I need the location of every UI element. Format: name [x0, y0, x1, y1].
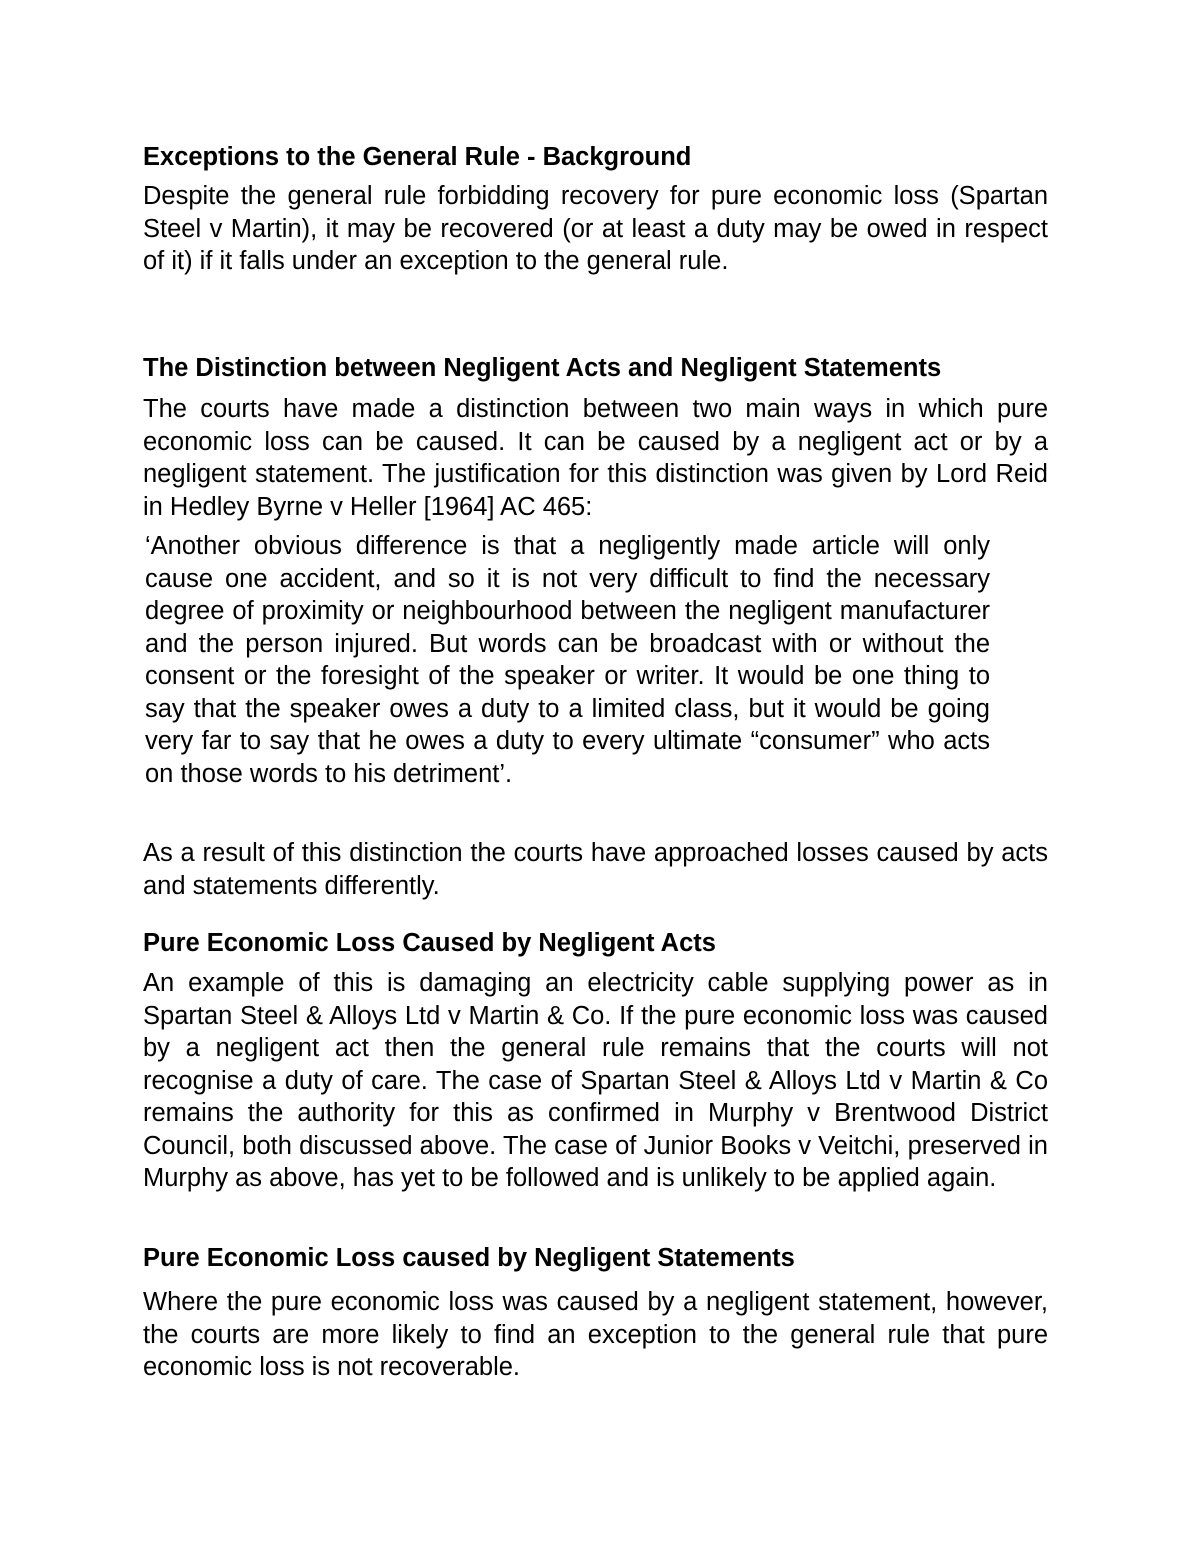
- paragraph-background: Despite the general rule forbidding recovery for pure economic loss (Spartan Steel v Martin), it may be recovered (or at least a duty may be owed in respect of it) if it falls under an exception to the general rule.: [143, 182, 1048, 275]
- section-heading-negligent-statements: Pure Economic Loss caused by Negligent Statements: [143, 1244, 795, 1272]
- paragraph-distinction-result: As a result of this distinction the courts have approached losses caused by acts and statements differently.: [143, 839, 1048, 900]
- section-heading-negligent-acts: Pure Economic Loss Caused by Negligent Acts: [143, 929, 716, 957]
- paragraph-negligent-acts: An example of this is damaging an electricity cable supplying power as in Spartan Steel & Alloys Ltd v Martin & Co. If the pure economic loss was caused by a negligent act then the general rule remains that the courts will not recognise a duty of care. The case of Spartan Steel & Alloys Ltd v Martin & Co remains the authority for this as confirmed in Murphy v Brentwood District Council, both discussed above. The case of Junior Books v Veitchi, preserved in Murphy as above, has yet to be followed and is unlikely to be applied again.: [143, 969, 1048, 1192]
- section-heading-distinction: The Distinction between Negligent Acts and Negligent Statements: [143, 354, 942, 382]
- paragraph-distinction: The courts have made a distinction between two main ways in which pure economic loss can be caused. It can be caused by a negligent act or by a negligent statement. The justification for this distinction was given by Lord Reid in Hedley Byrne v Heller [1964] AC 465:: [143, 395, 1048, 521]
- paragraph-negligent-statements: Where the pure economic loss was caused by a negligent statement, however, the courts are more likely to find an exception to the general rule that pure economic loss is not recoverable.: [143, 1288, 1048, 1381]
- quote-lord-reid: ‘Another obvious difference is that a negligently made article will only cause one accident, and so it is not very difficult to find the necessary degree of proximity or neighbourhood between the negligent manufacturer and the person injured. But words can be broadcast with or without the consent or the foresight of the speaker or writer. It would be one thing to say that the speaker owes a duty to a limited class, but it would be going very far to say that he owes a duty to every ultimate “consumer” who acts on those words to his detriment’.: [145, 532, 990, 788]
- section-heading-background: Exceptions to the General Rule - Background: [143, 143, 692, 171]
